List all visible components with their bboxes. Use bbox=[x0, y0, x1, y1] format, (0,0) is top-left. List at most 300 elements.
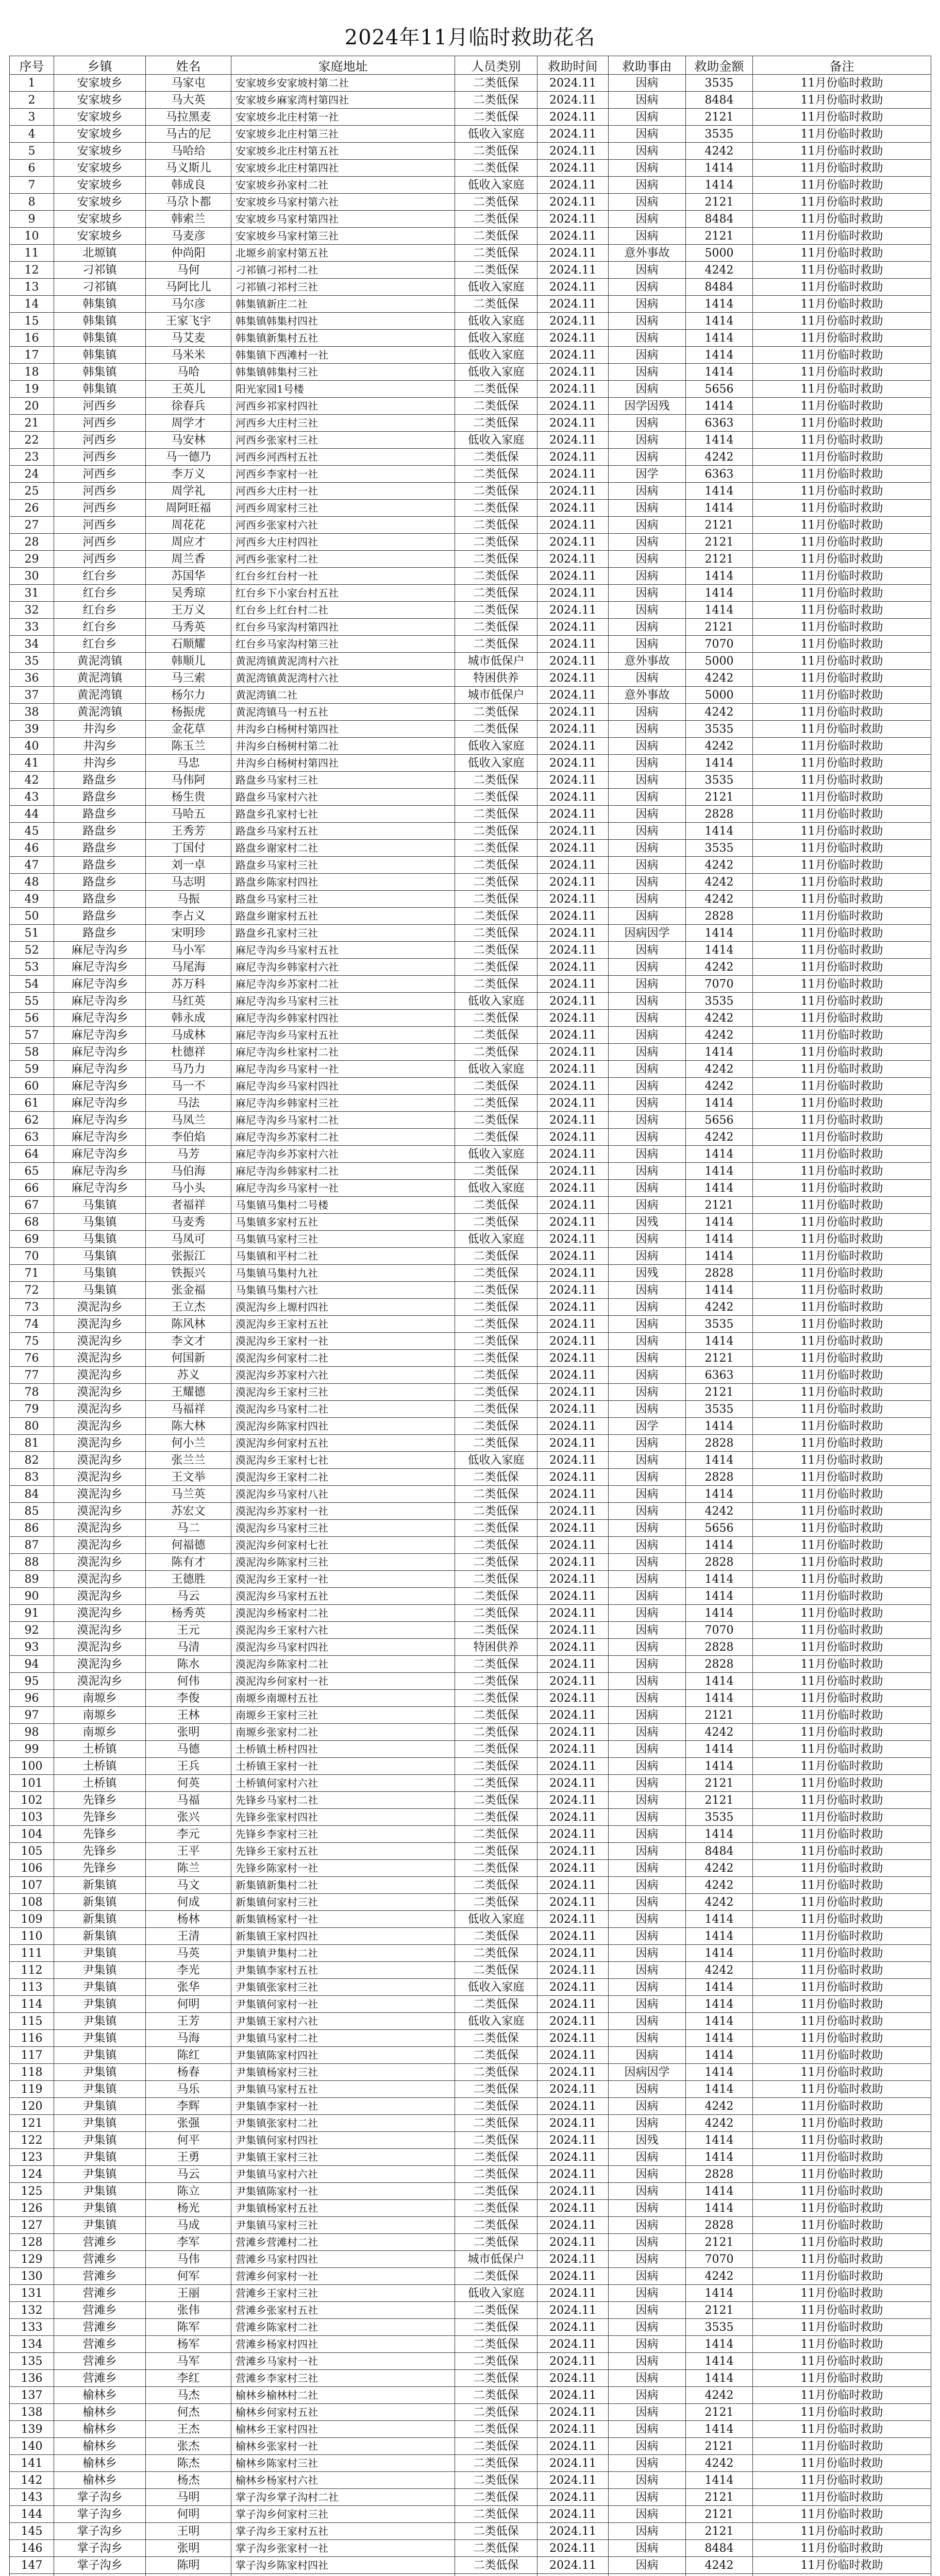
cell-amount: 4242 bbox=[686, 1010, 753, 1027]
cell-township: 漠泥沟乡 bbox=[54, 1571, 146, 1588]
cell-township: 安家坡乡 bbox=[54, 75, 146, 92]
cell-relief-time: 2024.11 bbox=[538, 2047, 609, 2064]
cell-address: 韩集镇新庄二社 bbox=[231, 296, 455, 313]
cell-category: 低收入家庭 bbox=[455, 993, 538, 1010]
cell-remarks: 11月份临时救助 bbox=[753, 670, 931, 687]
cell-relief-time: 2024.11 bbox=[538, 296, 609, 313]
cell-address: 麻尼寺沟乡马家村二社 bbox=[231, 1112, 455, 1129]
cell-address: 漠泥沟乡王家村一社 bbox=[231, 1333, 455, 1350]
cell-reason: 因病 bbox=[609, 1996, 686, 2013]
cell-index: 21 bbox=[10, 415, 54, 432]
table-row bbox=[10, 177, 931, 194]
cell-name: 仲尚阳 bbox=[146, 245, 231, 262]
cell-index: 109 bbox=[10, 1911, 54, 1928]
cell-index: 136 bbox=[10, 2370, 54, 2387]
cell-category: 二类低保 bbox=[455, 2489, 538, 2506]
cell-reason: 因病 bbox=[609, 2540, 686, 2557]
cell-name: 马海 bbox=[146, 2030, 231, 2047]
cell-address: 掌子沟乡何家村三社 bbox=[231, 2506, 455, 2523]
table-row bbox=[10, 194, 931, 211]
cell-township: 红台乡 bbox=[54, 619, 146, 636]
cell-address: 漠泥沟乡陈家村二社 bbox=[231, 1656, 455, 1673]
cell-relief-time: 2024.11 bbox=[538, 806, 609, 823]
table-row bbox=[10, 1707, 931, 1724]
cell-township: 河西乡 bbox=[54, 466, 146, 483]
cell-address: 麻尼寺沟乡韩家村二社 bbox=[231, 1163, 455, 1180]
cell-reason: 因病 bbox=[609, 262, 686, 279]
cell-address: 漠泥沟乡马家村四社 bbox=[231, 1639, 455, 1656]
cell-remarks: 11月份临时救助 bbox=[753, 1911, 931, 1928]
table-row bbox=[10, 381, 931, 398]
cell-remarks: 11月份临时救助 bbox=[753, 993, 931, 1010]
cell-name: 韩索兰 bbox=[146, 211, 231, 228]
cell-amount: 1414 bbox=[686, 500, 753, 517]
cell-relief-time: 2024.11 bbox=[538, 347, 609, 364]
cell-name: 李俊 bbox=[146, 1690, 231, 1707]
cell-category: 二类低保 bbox=[455, 1248, 538, 1265]
cell-index: 140 bbox=[10, 2438, 54, 2455]
table-row bbox=[10, 1469, 931, 1486]
cell-reason: 因病 bbox=[609, 2030, 686, 2047]
cell-township: 营滩乡 bbox=[54, 2336, 146, 2353]
cell-category: 二类低保 bbox=[455, 2030, 538, 2047]
cell-township: 麻尼寺沟乡 bbox=[54, 1146, 146, 1163]
cell-reason: 因学因残 bbox=[609, 398, 686, 415]
cell-category: 二类低保 bbox=[455, 1095, 538, 1112]
table-row bbox=[10, 2285, 931, 2302]
table-row bbox=[10, 211, 931, 228]
cell-category: 二类低保 bbox=[455, 1401, 538, 1418]
cell-category: 二类低保 bbox=[455, 1894, 538, 1911]
table-row bbox=[10, 2149, 931, 2166]
cell-address: 路盘乡马家村六社 bbox=[231, 789, 455, 806]
cell-address: 井沟乡白杨树村第二社 bbox=[231, 738, 455, 755]
table-row bbox=[10, 2523, 931, 2540]
cell-remarks: 11月份临时救助 bbox=[753, 2336, 931, 2353]
cell-remarks: 11月份临时救助 bbox=[753, 2081, 931, 2098]
cell-address: 河西乡大庄村一社 bbox=[231, 483, 455, 500]
cell-reason: 因病 bbox=[609, 874, 686, 891]
cell-reason: 因病 bbox=[609, 1231, 686, 1248]
cell-name: 王明 bbox=[146, 2523, 231, 2540]
cell-remarks: 11月份临时救助 bbox=[753, 2302, 931, 2319]
cell-address: 黄泥湾镇黄泥湾村六社 bbox=[231, 653, 455, 670]
cell-address: 尹集镇张家村二社 bbox=[231, 2115, 455, 2132]
cell-remarks: 11月份临时救助 bbox=[753, 2200, 931, 2217]
cell-remarks: 11月份临时救助 bbox=[753, 1486, 931, 1503]
cell-address: 尹集镇马家村三社 bbox=[231, 2217, 455, 2234]
cell-name: 陈明 bbox=[146, 2557, 231, 2574]
cell-name: 李万义 bbox=[146, 466, 231, 483]
cell-address: 漠泥沟乡马家村三社 bbox=[231, 1520, 455, 1537]
table-row bbox=[10, 415, 931, 432]
cell-address bbox=[231, 2574, 455, 2576]
cell-amount: 2121 bbox=[686, 1775, 753, 1792]
cell-relief-time: 2024.11 bbox=[538, 755, 609, 772]
cell-amount: 1414 bbox=[686, 2353, 753, 2370]
cell-remarks: 11月份临时救助 bbox=[753, 568, 931, 585]
cell-remarks: 11月份临时救助 bbox=[753, 1741, 931, 1758]
cell-relief-time: 2024.11 bbox=[538, 1928, 609, 1945]
cell-amount: 2121 bbox=[686, 517, 753, 534]
cell-reason: 因病 bbox=[609, 1282, 686, 1299]
cell-amount: 2828 bbox=[686, 2217, 753, 2234]
table-row bbox=[10, 1180, 931, 1197]
cell-address: 安家坡乡麻家湾村第四社 bbox=[231, 92, 455, 109]
cell-reason: 因病 bbox=[609, 2506, 686, 2523]
cell-name: 马凤可 bbox=[146, 1231, 231, 1248]
cell-index: 6 bbox=[10, 160, 54, 177]
cell-category: 二类低保 bbox=[455, 2081, 538, 2098]
cell-name: 杨春 bbox=[146, 2064, 231, 2081]
cell-township: 漠泥沟乡 bbox=[54, 1639, 146, 1656]
cell-reason: 因病 bbox=[609, 1452, 686, 1469]
cell-township: 红台乡 bbox=[54, 585, 146, 602]
cell-remarks: 11月份临时救助 bbox=[753, 891, 931, 908]
cell-index: 5 bbox=[10, 143, 54, 160]
cell-township: 营滩乡 bbox=[54, 2302, 146, 2319]
cell-relief-time: 2024.11 bbox=[538, 143, 609, 160]
cell-category: 二类低保 bbox=[455, 1537, 538, 1554]
cell-amount: 2828 bbox=[686, 1656, 753, 1673]
cell-category: 二类低保 bbox=[455, 1945, 538, 1962]
cell-reason: 因病 bbox=[609, 1078, 686, 1095]
cell-remarks: 11月份临时救助 bbox=[753, 313, 931, 330]
cell-relief-time: 2024.11 bbox=[538, 313, 609, 330]
table-row bbox=[10, 1724, 931, 1741]
table-row bbox=[10, 1486, 931, 1503]
cell-township: 路盘乡 bbox=[54, 925, 146, 942]
cell-amount: 1414 bbox=[686, 2472, 753, 2489]
cell-amount: 4242 bbox=[686, 449, 753, 466]
cell-address: 掌子沟乡陈家村四社 bbox=[231, 2557, 455, 2574]
table-row bbox=[10, 857, 931, 874]
cell-name: 刘一卓 bbox=[146, 857, 231, 874]
cell-reason: 因学 bbox=[609, 1418, 686, 1435]
cell-index: 122 bbox=[10, 2132, 54, 2149]
cell-address: 先锋乡张家村四社 bbox=[231, 1809, 455, 1826]
cell-address: 韩集镇下西滩村一社 bbox=[231, 347, 455, 364]
cell-remarks: 11月份临时救助 bbox=[753, 1673, 931, 1690]
cell-name: 马云 bbox=[146, 2166, 231, 2183]
cell-index: 126 bbox=[10, 2200, 54, 2217]
cell-amount: 1414 bbox=[686, 942, 753, 959]
cell-address: 南塬乡南塬村五社 bbox=[231, 1690, 455, 1707]
cell-address: 麻尼寺沟乡苏家村二社 bbox=[231, 1129, 455, 1146]
cell-reason: 因病 bbox=[609, 1775, 686, 1792]
cell-reason: 因病 bbox=[609, 330, 686, 347]
cell-township: 漠泥沟乡 bbox=[54, 1418, 146, 1435]
cell-remarks: 11月份临时救助 bbox=[753, 2098, 931, 2115]
cell-relief-time: 2024.11 bbox=[538, 1299, 609, 1316]
cell-reason: 因病 bbox=[609, 755, 686, 772]
cell-index: 1 bbox=[10, 75, 54, 92]
cell-index: 3 bbox=[10, 109, 54, 126]
table-row bbox=[10, 1333, 931, 1350]
cell-township: 河西乡 bbox=[54, 517, 146, 534]
header-name: 姓名 bbox=[146, 56, 231, 75]
cell-name: 马哈给 bbox=[146, 143, 231, 160]
cell-category: 低收入家庭 bbox=[455, 177, 538, 194]
cell-relief-time: 2024.11 bbox=[538, 2234, 609, 2251]
cell-name: 马兰英 bbox=[146, 1486, 231, 1503]
cell-name: 王家飞宇 bbox=[146, 313, 231, 330]
table-row bbox=[10, 1231, 931, 1248]
cell-address: 尹集镇杨家村五社 bbox=[231, 2200, 455, 2217]
cell-reason: 因病 bbox=[609, 2404, 686, 2421]
cell-category: 二类低保 bbox=[455, 194, 538, 211]
cell-address: 安家坡乡马家村第四社 bbox=[231, 211, 455, 228]
cell-index: 40 bbox=[10, 738, 54, 755]
cell-index: 71 bbox=[10, 1265, 54, 1282]
cell-township: 榆林乡 bbox=[54, 2421, 146, 2438]
cell-amount: 2121 bbox=[686, 2438, 753, 2455]
cell-category: 二类低保 bbox=[455, 2132, 538, 2149]
cell-address: 漠泥沟乡王家村一社 bbox=[231, 1571, 455, 1588]
cell-category: 低收入家庭 bbox=[455, 1979, 538, 1996]
cell-reason: 因病 bbox=[609, 364, 686, 381]
cell-name: 张金福 bbox=[146, 1282, 231, 1299]
cell-address: 安家坡乡北庄村第四社 bbox=[231, 160, 455, 177]
cell-index: 145 bbox=[10, 2523, 54, 2540]
cell-township: 漠泥沟乡 bbox=[54, 1401, 146, 1418]
cell-name: 马大英 bbox=[146, 92, 231, 109]
cell-category: 二类低保 bbox=[455, 772, 538, 789]
cell-name: 马乃力 bbox=[146, 1061, 231, 1078]
cell-relief-time: 2024.11 bbox=[538, 1554, 609, 1571]
cell-name: 马凤兰 bbox=[146, 1112, 231, 1129]
cell-township: 红台乡 bbox=[54, 636, 146, 653]
cell-remarks: 11月份临时救助 bbox=[753, 194, 931, 211]
cell-amount: 1414 bbox=[686, 2047, 753, 2064]
cell-township: 营滩乡 bbox=[54, 2234, 146, 2251]
cell-address: 漠泥沟乡苏家村六社 bbox=[231, 1367, 455, 1384]
cell-name: 王立杰 bbox=[146, 1299, 231, 1316]
cell-address: 河西乡张家村三社 bbox=[231, 432, 455, 449]
cell-address: 漠泥沟乡何家村五社 bbox=[231, 1435, 455, 1452]
cell-reason: 因病 bbox=[609, 1520, 686, 1537]
cell-address: 掌子沟乡张家村一社 bbox=[231, 2540, 455, 2557]
cell-relief-time: 2024.11 bbox=[538, 1605, 609, 1622]
cell-reason: 因病 bbox=[609, 1367, 686, 1384]
cell-relief-time: 2024.11 bbox=[538, 75, 609, 92]
cell-relief-time: 2024.11 bbox=[538, 942, 609, 959]
cell-reason: 因病 bbox=[609, 840, 686, 857]
cell-index: 94 bbox=[10, 1656, 54, 1673]
cell-address: 马集镇马集村九社 bbox=[231, 1265, 455, 1282]
table-row bbox=[10, 619, 931, 636]
cell-category: 低收入家庭 bbox=[455, 330, 538, 347]
cell-relief-time: 2024.11 bbox=[538, 789, 609, 806]
cell-township: 井沟乡 bbox=[54, 721, 146, 738]
cell-index: 81 bbox=[10, 1435, 54, 1452]
cell-amount: 5656 bbox=[686, 381, 753, 398]
cell-township: 马集镇 bbox=[54, 1265, 146, 1282]
cell-name: 徐春兵 bbox=[146, 398, 231, 415]
cell-amount bbox=[686, 2574, 753, 2576]
cell-category: 二类低保 bbox=[455, 2319, 538, 2336]
cell-index: 49 bbox=[10, 891, 54, 908]
cell-remarks: 11月份临时救助 bbox=[753, 1622, 931, 1639]
cell-remarks: 11月份临时救助 bbox=[753, 1469, 931, 1486]
table-row bbox=[10, 1792, 931, 1809]
cell-relief-time: 2024.11 bbox=[538, 2251, 609, 2268]
cell-index: 36 bbox=[10, 670, 54, 687]
cell-category: 二类低保 bbox=[455, 551, 538, 568]
cell-address: 土桥镇王家村一社 bbox=[231, 1758, 455, 1775]
cell-index: 44 bbox=[10, 806, 54, 823]
cell-remarks: 11月份临时救助 bbox=[753, 364, 931, 381]
cell-relief-time: 2024.11 bbox=[538, 2506, 609, 2523]
cell-name: 马英 bbox=[146, 1945, 231, 1962]
cell-reason: 因病 bbox=[609, 2557, 686, 2574]
cell-index: 26 bbox=[10, 500, 54, 517]
cell-township: 河西乡 bbox=[54, 500, 146, 517]
cell-remarks: 11月份临时救助 bbox=[753, 636, 931, 653]
cell-remarks: 11月份临时救助 bbox=[753, 347, 931, 364]
cell-reason: 因病 bbox=[609, 2302, 686, 2319]
cell-address: 河西乡李家村一社 bbox=[231, 466, 455, 483]
cell-amount: 1414 bbox=[686, 2285, 753, 2302]
cell-reason: 因病 bbox=[609, 2217, 686, 2234]
cell-category: 二类低保 bbox=[455, 568, 538, 585]
cell-remarks: 11月份临时救助 bbox=[753, 1010, 931, 1027]
cell-category: 二类低保 bbox=[455, 840, 538, 857]
cell-category: 二类低保 bbox=[455, 2302, 538, 2319]
cell-address: 河西乡张家村六社 bbox=[231, 517, 455, 534]
cell-category: 二类低保 bbox=[455, 1503, 538, 1520]
cell-category: 二类低保 bbox=[455, 2166, 538, 2183]
cell-township: 榆林乡 bbox=[54, 2472, 146, 2489]
cell-relief-time: 2024.11 bbox=[538, 1860, 609, 1877]
cell-remarks: 11月份临时救助 bbox=[753, 1537, 931, 1554]
cell-relief-time: 2024.11 bbox=[538, 2336, 609, 2353]
cell-address: 麻尼寺沟乡韩家村六社 bbox=[231, 959, 455, 976]
cell-remarks: 11月份临时救助 bbox=[753, 908, 931, 925]
cell-reason: 因病 bbox=[609, 1095, 686, 1112]
cell-relief-time: 2024.11 bbox=[538, 1078, 609, 1095]
table-row bbox=[10, 1809, 931, 1826]
cell-address: 营滩乡陈家村二社 bbox=[231, 2319, 455, 2336]
cell-amount: 8484 bbox=[686, 2540, 753, 2557]
cell-remarks: 11月份临时救助 bbox=[753, 75, 931, 92]
cell-address: 红台乡下小家台村五社 bbox=[231, 585, 455, 602]
cell-index: 83 bbox=[10, 1469, 54, 1486]
cell-index: 105 bbox=[10, 1843, 54, 1860]
cell-relief-time: 2024.11 bbox=[538, 1367, 609, 1384]
cell-address: 漠泥沟乡王家村三社 bbox=[231, 1384, 455, 1401]
cell-reason: 因病 bbox=[609, 194, 686, 211]
cell-reason: 因病 bbox=[609, 1673, 686, 1690]
cell-index: 57 bbox=[10, 1027, 54, 1044]
cell-name: 马家屯 bbox=[146, 75, 231, 92]
cell-remarks: 11月份临时救助 bbox=[753, 1758, 931, 1775]
cell-category: 二类低保 bbox=[455, 2268, 538, 2285]
cell-category: 二类低保 bbox=[455, 1520, 538, 1537]
cell-remarks: 11月份临时救助 bbox=[753, 976, 931, 993]
cell-name: 王勇 bbox=[146, 2149, 231, 2166]
cell-address: 漠泥沟乡何家村一社 bbox=[231, 1673, 455, 1690]
cell-index: 99 bbox=[10, 1741, 54, 1758]
cell-remarks: 11月份临时救助 bbox=[753, 1775, 931, 1792]
cell-address: 漠泥沟乡马家村五社 bbox=[231, 1588, 455, 1605]
cell-category: 二类低保 bbox=[455, 789, 538, 806]
cell-township: 掌子沟乡 bbox=[54, 2489, 146, 2506]
cell-address: 河西乡大庄村四社 bbox=[231, 534, 455, 551]
table-row bbox=[10, 976, 931, 993]
cell-relief-time: 2024.11 bbox=[538, 2285, 609, 2302]
cell-relief-time: 2024.11 bbox=[538, 2098, 609, 2115]
table-row bbox=[10, 959, 931, 976]
cell-category: 二类低保 bbox=[455, 1571, 538, 1588]
cell-name: 杨光 bbox=[146, 2200, 231, 2217]
cell-category: 低收入家庭 bbox=[455, 755, 538, 772]
cell-address: 营滩乡王家村三社 bbox=[231, 2285, 455, 2302]
cell-township: 漠泥沟乡 bbox=[54, 1435, 146, 1452]
table-row bbox=[10, 1639, 931, 1656]
cell-remarks: 11月份临时救助 bbox=[753, 2455, 931, 2472]
cell-category: 二类低保 bbox=[455, 636, 538, 653]
table-row bbox=[10, 1758, 931, 1775]
cell-remarks: 11月份临时救助 bbox=[753, 1690, 931, 1707]
cell-name: 周花花 bbox=[146, 517, 231, 534]
cell-relief-time: 2024.11 bbox=[538, 1248, 609, 1265]
cell-relief-time: 2024.11 bbox=[538, 2132, 609, 2149]
cell-township: 河西乡 bbox=[54, 398, 146, 415]
cell-address: 安家坡乡安家坡村第二社 bbox=[231, 75, 455, 92]
cell-name: 苏万科 bbox=[146, 976, 231, 993]
cell-relief-time: 2024.11 bbox=[538, 1724, 609, 1741]
table-row bbox=[10, 2574, 931, 2576]
cell-township: 麻尼寺沟乡 bbox=[54, 959, 146, 976]
cell-reason: 因病 bbox=[609, 1741, 686, 1758]
cell-name: 铁振兴 bbox=[146, 1265, 231, 1282]
cell-index: 47 bbox=[10, 857, 54, 874]
cell-remarks: 11月份临时救助 bbox=[753, 2115, 931, 2132]
cell-remarks: 11月份临时救助 bbox=[753, 1163, 931, 1180]
cell-remarks: 11月份临时救助 bbox=[753, 1418, 931, 1435]
cell-name: 苏国华 bbox=[146, 568, 231, 585]
cell-index: 42 bbox=[10, 772, 54, 789]
cell-relief-time: 2024.11 bbox=[538, 2404, 609, 2421]
table-row bbox=[10, 2166, 931, 2183]
cell-index: 127 bbox=[10, 2217, 54, 2234]
table-row bbox=[10, 1248, 931, 1265]
cell-name: 王丽 bbox=[146, 2285, 231, 2302]
cell-reason: 因病 bbox=[609, 1316, 686, 1333]
cell-index: 90 bbox=[10, 1588, 54, 1605]
cell-township: 麻尼寺沟乡 bbox=[54, 1061, 146, 1078]
table-row bbox=[10, 2217, 931, 2234]
cell-category: 二类低保 bbox=[455, 1316, 538, 1333]
cell-relief-time: 2024.11 bbox=[538, 976, 609, 993]
cell-reason: 因病 bbox=[609, 313, 686, 330]
table-row bbox=[10, 1027, 931, 1044]
cell-township: 路盘乡 bbox=[54, 772, 146, 789]
cell-remarks: 11月份临时救助 bbox=[753, 1877, 931, 1894]
cell-name: 杨杰 bbox=[146, 2472, 231, 2489]
cell-relief-time: 2024.11 bbox=[538, 466, 609, 483]
cell-amount: 2121 bbox=[686, 619, 753, 636]
cell-index: 143 bbox=[10, 2489, 54, 2506]
cell-name: 张伟 bbox=[146, 2302, 231, 2319]
cell-category: 二类低保 bbox=[455, 1605, 538, 1622]
table-row bbox=[10, 908, 931, 925]
cell-category: 二类低保 bbox=[455, 211, 538, 228]
cell-reason: 因病 bbox=[609, 1537, 686, 1554]
cell-remarks: 11月份临时救助 bbox=[753, 1044, 931, 1061]
cell-amount: 1414 bbox=[686, 1418, 753, 1435]
